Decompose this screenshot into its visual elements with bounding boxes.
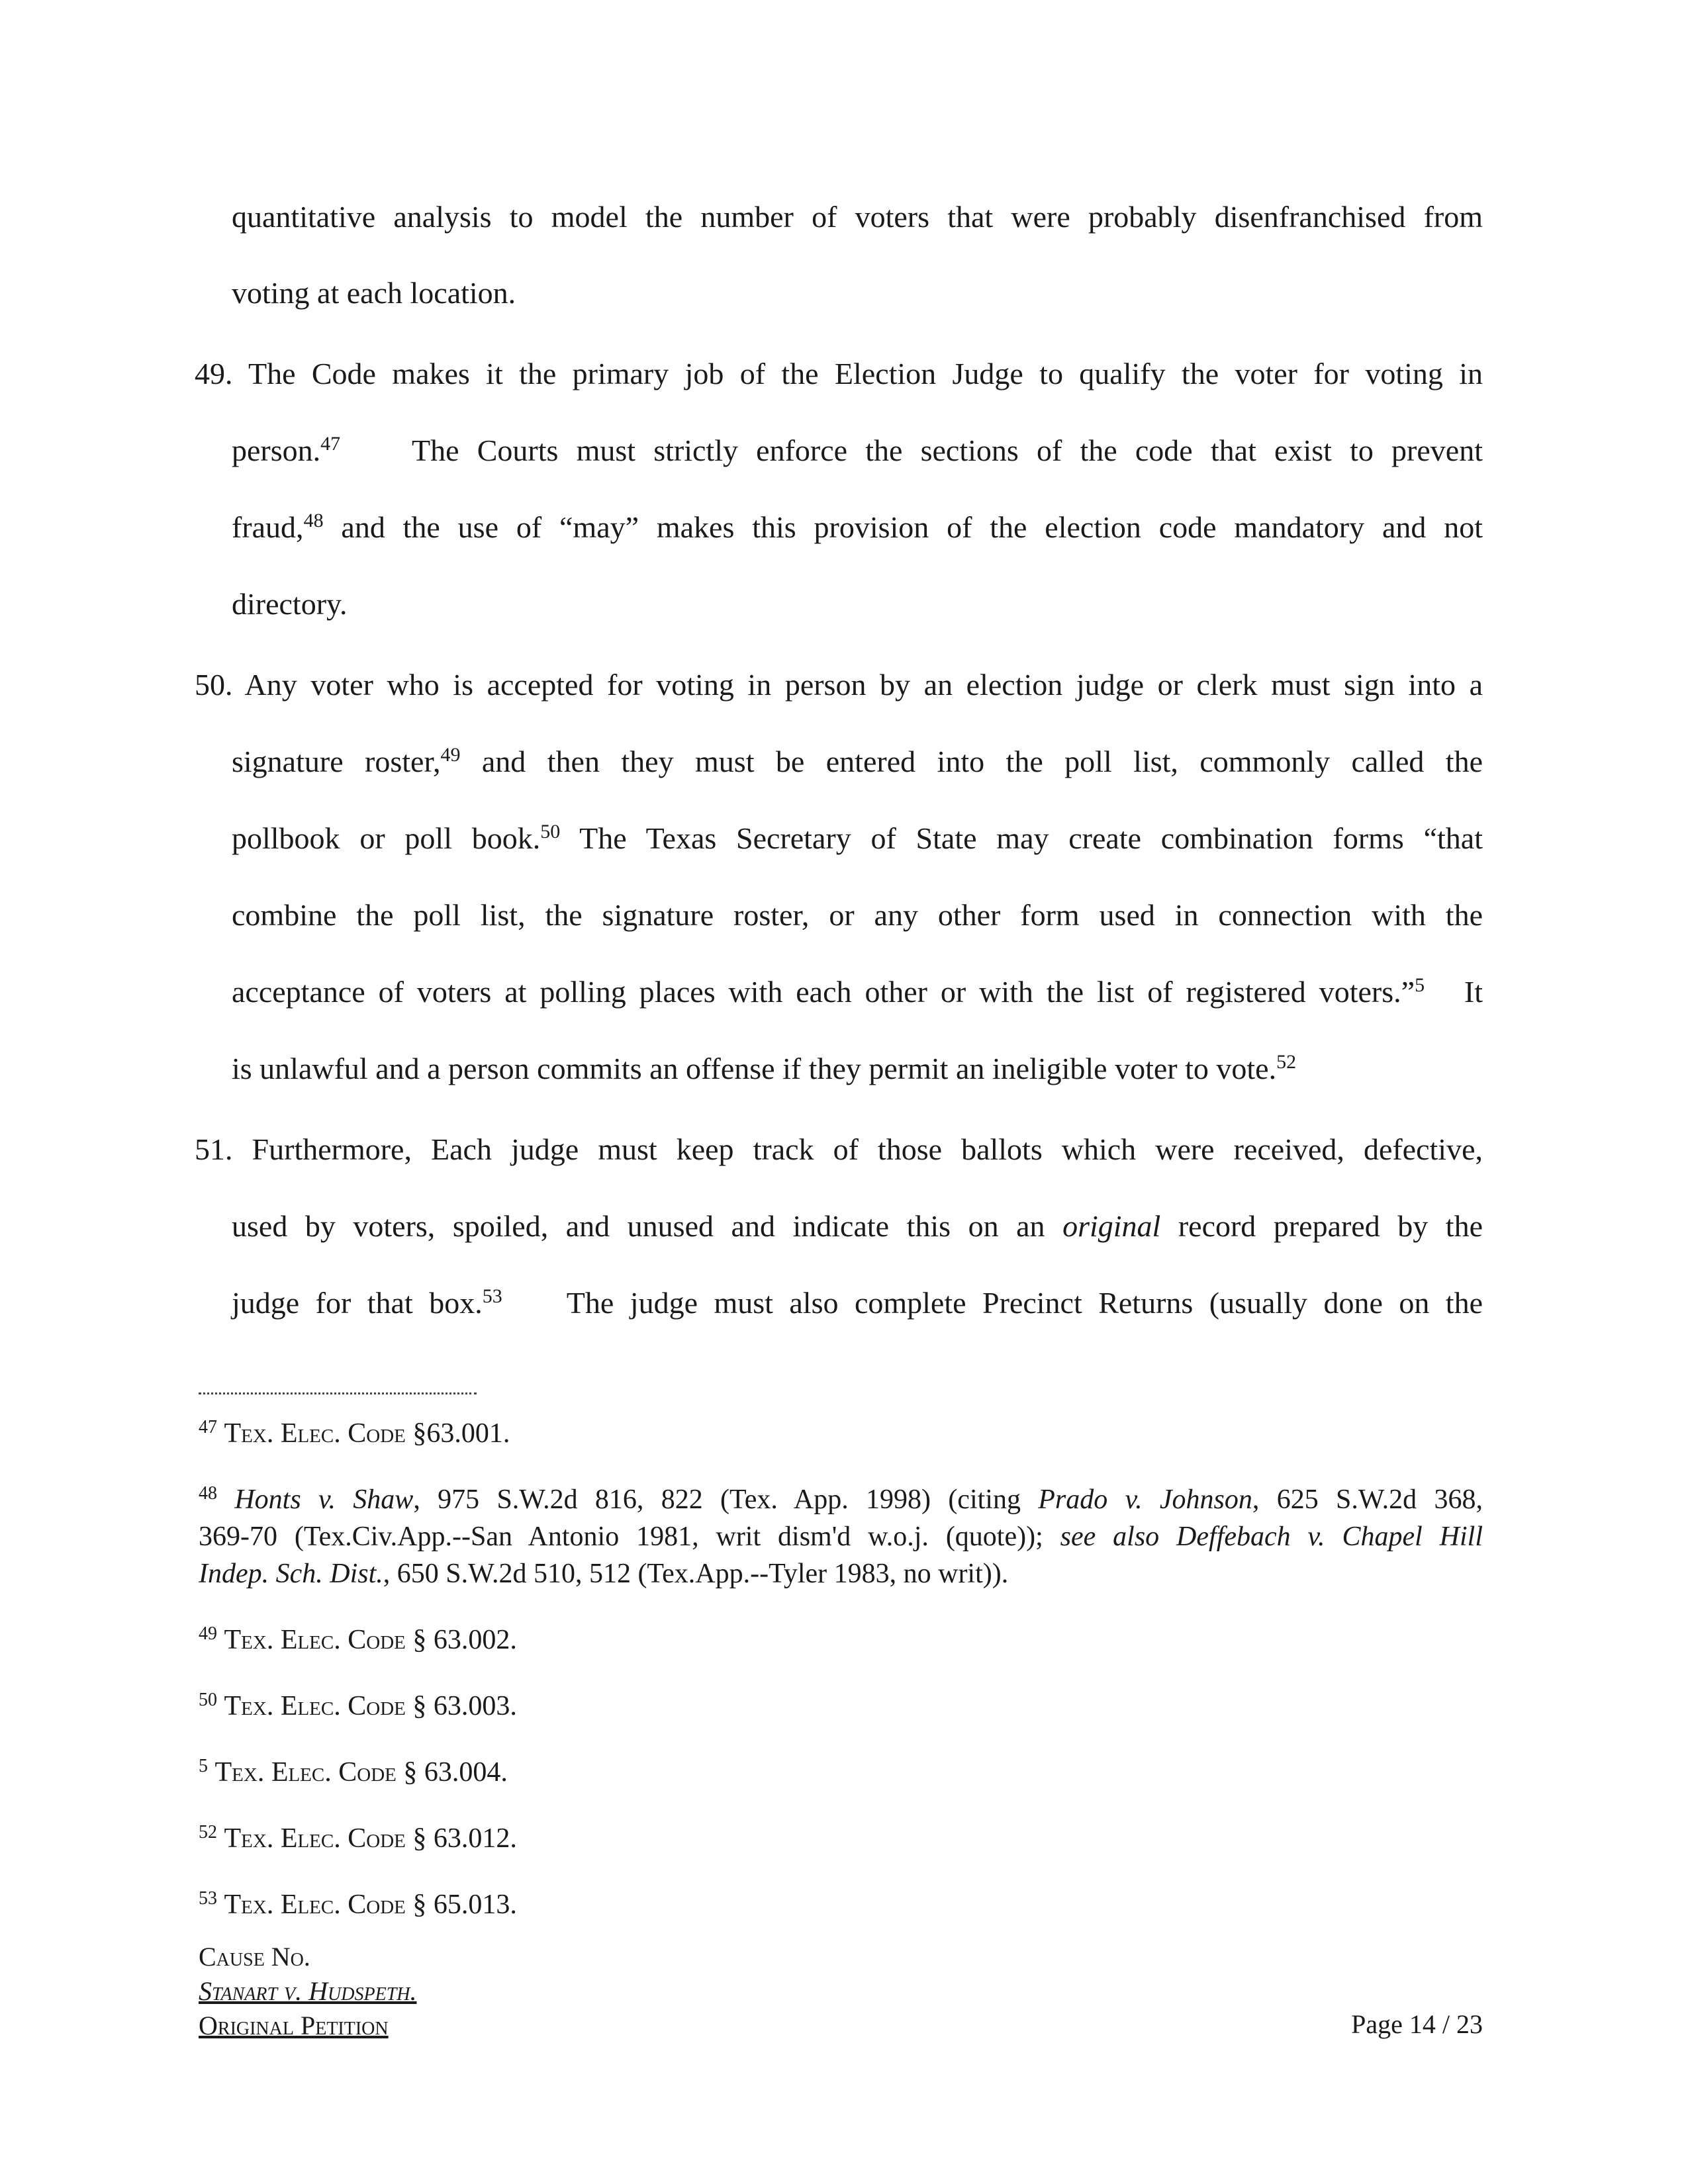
page-number: Page 14 / 23	[1351, 2009, 1483, 2039]
footnote-ref: 53	[482, 1285, 502, 1307]
footnote-48-line-3: Indep. Sch. Dist., 650 S.W.2d 510, 512 (Tex.App.--Tyler 1983, no writ)).	[199, 1559, 1009, 1589]
footnote-50: $^{50}$ Tex. Elec. Code § 63.003.	[199, 1690, 517, 1721]
body-line: combine the poll list, the signature roster, or any other form used in connection with the	[232, 898, 1483, 932]
body-line: judge for that box.$^{53}$ The judge must also complete Precinct Returns (usually done on the	[232, 1285, 1483, 1320]
footnote-ref: 52	[1276, 1051, 1297, 1073]
footnote-49: $^{49}$ Tex. Elec. Code § 63.002.	[199, 1623, 517, 1655]
footer-case-caption: Stanart v. Hudspeth.	[199, 1976, 417, 2006]
body-line: voting at each location.	[232, 276, 516, 310]
footnote-separator	[199, 1392, 477, 1394]
body-line: acceptance of voters at polling places with each other or with the list of registered voters.”$^5$ It	[232, 974, 1483, 1009]
paragraph-50: 50. Any voter who is accepted for voting in person by an election judge or clerk must sign into a	[195, 668, 1483, 702]
body-line: is unlawful and a person commits an offense if they permit an ineligible voter to vote.$^{52}$	[232, 1051, 1297, 1085]
footnote-5: $^5$ Tex. Elec. Code § 63.004.	[199, 1756, 508, 1788]
footnote-53: $^{53}$ Tex. Elec. Code § 65.013.	[199, 1888, 517, 1920]
body-line: signature roster,$^{49}$ and then they must be entered into the poll list, commonly called the	[232, 744, 1483, 778]
footnote-ref: 48	[303, 510, 324, 531]
body-line: person.$^{47}$ The Courts must strictly enforce the sections of the code that exist to prevent	[232, 433, 1483, 467]
footer-cause-number: Cause No.	[199, 1942, 310, 1972]
body-line: quantitative analysis to model the number of voters that were probably disenfranchised from	[232, 200, 1483, 234]
body-line: used by voters, spoiled, and unused and indicate this on an original record prepared by the	[232, 1209, 1483, 1243]
body-line: fraud,$^{48}$ and the use of “may” makes this provision of the election code mandatory and not	[232, 510, 1483, 544]
paragraph-51: 51. Furthermore, Each judge must keep track of those ballots which were received, defective,	[195, 1132, 1483, 1166]
footnote-ref: 49	[440, 744, 461, 766]
footnote-48-line-2: 369-70 (Tex.Civ.App.--San Antonio 1981, writ dism'd w.o.j. (quote)); see also Deffebach v. Chapel Hill	[199, 1522, 1483, 1552]
body-line: pollbook or poll book.$^{50}$ The Texas Secretary of State may create combination forms “that	[232, 821, 1483, 855]
footnote-ref: 50	[540, 821, 561, 842]
footnote-52: $^{52}$ Tex. Elec. Code § 63.012.	[199, 1822, 517, 1854]
footnote-ref: 47	[320, 433, 341, 455]
paragraph-49: 49. The Code makes it the primary job of the Election Judge to qualify the voter for voting in	[195, 357, 1483, 390]
footer-document-title: Original Petition	[199, 2011, 389, 2040]
footnote-ref: 5	[1415, 974, 1425, 996]
footnote-48: $^{48}$ Honts v. Shaw, 975 S.W.2d 816, 822 (Tex. App. 1998) (citing Prado v. Johnson, 625 S.W.2d 368,	[199, 1483, 1483, 1515]
footnote-47: $^{47}$ Tex. Elec. Code §63.001.	[199, 1417, 510, 1449]
body-line: directory.	[232, 587, 348, 621]
